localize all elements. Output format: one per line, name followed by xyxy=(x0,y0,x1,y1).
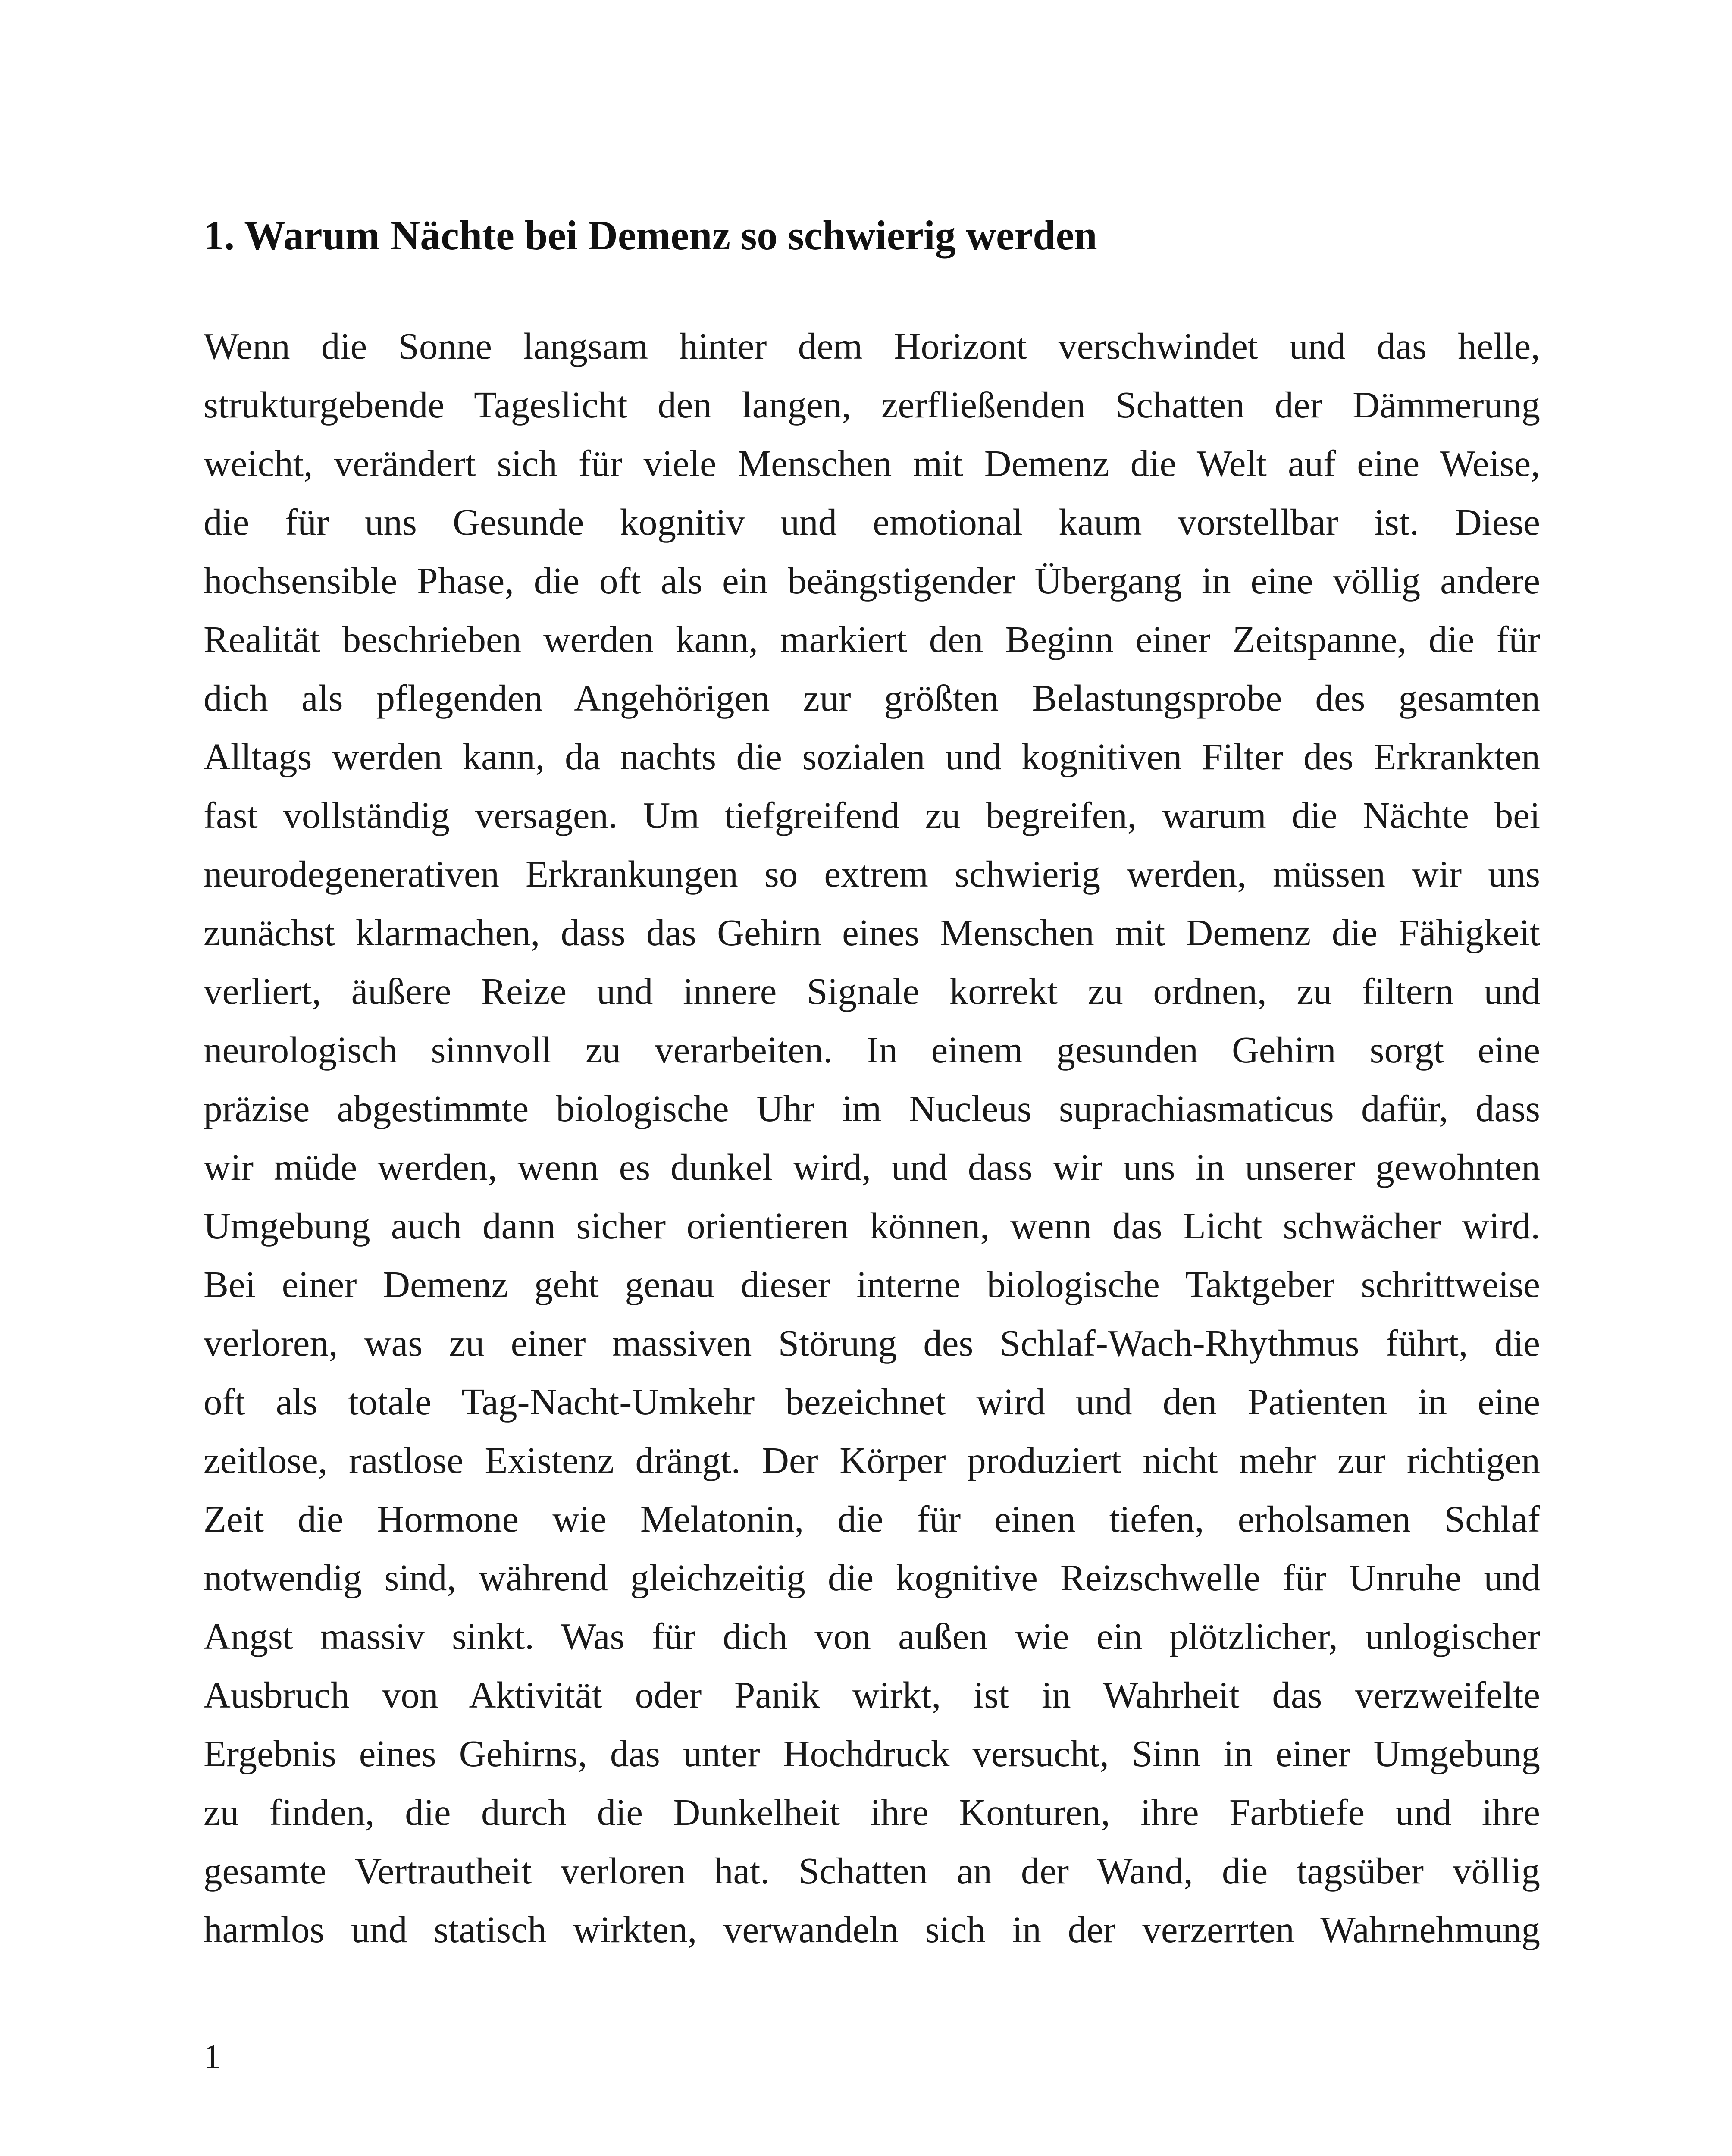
text-line: zu finden, die durch die Dunkelheit ihre Konturen, ihre Farbtiefe und ihre xyxy=(204,1791,1540,1833)
text-line: strukturgebende Tageslicht den langen, zerfließenden Schatten der Dämmerung xyxy=(204,384,1540,426)
text-line: Wenn die Sonne langsam hinter dem Horizont verschwindet und das helle, xyxy=(204,325,1540,367)
text-line: Alltags werden kann, da nachts die sozialen und kognitiven Filter des Erkrankten xyxy=(204,736,1540,777)
text-line: verloren, was zu einer massiven Störung des Schlaf-Wach-Rhythmus führt, die xyxy=(204,1322,1540,1364)
text-line: präzise abgestimmte biologische Uhr im Nucleus suprachiasmaticus dafür, dass xyxy=(204,1087,1540,1129)
chapter-heading: 1. Warum Nächte bei Demenz so schwierig werden xyxy=(204,212,1097,258)
text-line: oft als totale Tag-Nacht-Umkehr bezeichnet wird und den Patienten in eine xyxy=(204,1381,1540,1423)
text-line: weicht, verändert sich für viele Menschen mit Demenz die Welt auf eine Weise, xyxy=(204,442,1540,484)
text-line: Realität beschrieben werden kann, markiert den Beginn einer Zeitspanne, die für xyxy=(204,618,1540,660)
text-line: zunächst klarmachen, dass das Gehirn eines Menschen mit Demenz die Fähigkeit xyxy=(204,912,1540,953)
text-line: neurologisch sinnvoll zu verarbeiten. In einem gesunden Gehirn sorgt eine xyxy=(204,1029,1540,1071)
page-number: 1 xyxy=(204,2038,221,2076)
text-line: notwendig sind, während gleichzeitig die kognitive Reizschwelle für Unruhe und xyxy=(204,1557,1540,1598)
text-line: hochsensible Phase, die oft als ein beängstigender Übergang in eine völlig andere xyxy=(204,560,1540,602)
text-line: neurodegenerativen Erkrankungen so extrem schwierig werden, müssen wir uns xyxy=(204,853,1540,895)
text-line: die für uns Gesunde kognitiv und emotional kaum vorstellbar ist. Diese xyxy=(204,501,1540,543)
text-line: Ergebnis eines Gehirns, das unter Hochdruck versucht, Sinn in einer Umgebung xyxy=(204,1733,1540,1774)
text-line: gesamte Vertrautheit verloren hat. Schatten an der Wand, die tagsüber völlig xyxy=(204,1850,1540,1892)
text-line: fast vollständig versagen. Um tiefgreifend zu begreifen, warum die Nächte bei xyxy=(204,794,1540,836)
text-line: wir müde werden, wenn es dunkel wird, und dass wir uns in unserer gewohnten xyxy=(204,1146,1540,1188)
text-line: zeitlose, rastlose Existenz drängt. Der Körper produziert nicht mehr zur richtigen xyxy=(204,1439,1540,1481)
text-line: Umgebung auch dann sicher orientieren können, wenn das Licht schwächer wird. xyxy=(204,1205,1540,1247)
text-line: dich als pflegenden Angehörigen zur größten Belastungsprobe des gesamten xyxy=(204,677,1540,719)
text-line: Angst massiv sinkt. Was für dich von außen wie ein plötzlicher, unlogischer xyxy=(204,1615,1540,1657)
text-line: Ausbruch von Aktivität oder Panik wirkt, ist in Wahrheit das verzweifelte xyxy=(204,1674,1540,1716)
body-paragraph xyxy=(204,317,1540,1959)
text-line: verliert, äußere Reize und innere Signale korrekt zu ordnen, zu filtern und xyxy=(204,970,1540,1012)
text-line: harmlos und statisch wirkten, verwandeln sich in der verzerrten Wahrnehmung xyxy=(204,1908,1540,1950)
text-line: Bei einer Demenz geht genau dieser interne biologische Taktgeber schrittweise xyxy=(204,1263,1540,1305)
text-line: Zeit die Hormone wie Melatonin, die für einen tiefen, erholsamen Schlaf xyxy=(204,1498,1540,1540)
